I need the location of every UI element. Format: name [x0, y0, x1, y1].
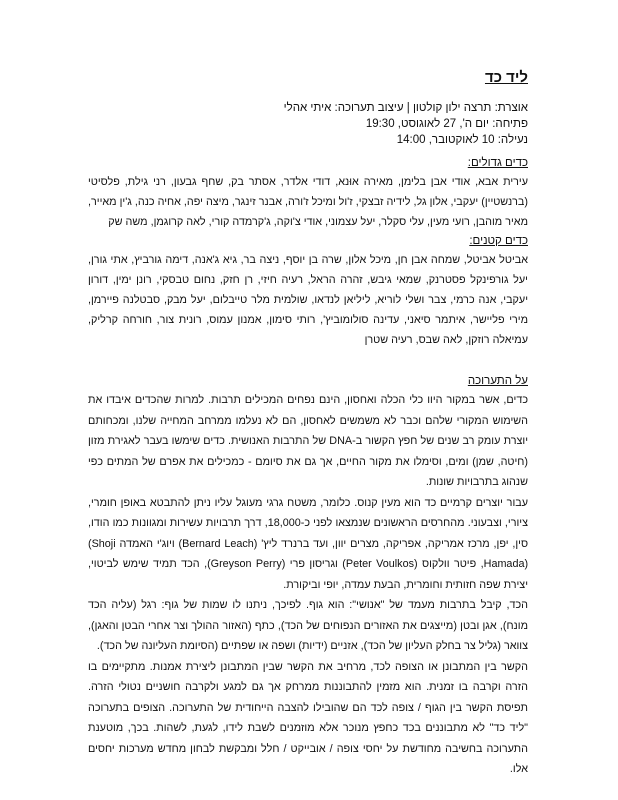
p2-text-b: ויוג'י האמדה	[119, 537, 175, 550]
document-title: ליד כד	[484, 69, 528, 86]
about-heading: על התערוכה	[467, 375, 528, 387]
about-paragraph-3: הכד, קיבל בתרבות מעמד של "אנושי": הוא גוף. לפיכך, ניתנו לו שמות של גוף: רגל (עליה הכד מונח), אגן ובטן (מייצגים את האזורים הנפוחים של הכד), כתף (האזור ההולך וצר אחרי הבטן והאגן), צוואר (גליל צר בחלק העליון של הכד), אזניים (ידיות) ושפה או שפתיים (הסיומת העליונה של הכד).	[88, 599, 528, 652]
p2-text-d: וגריסון פרי	[289, 558, 338, 570]
about-paragraph-1: כדים, אשר במקור היוו כלי הכלה ואחסון, הינם נפחים המכילים תרבות. למרות שהכדים איבדו את השימוש המקורי שלהם וכבר לא משמשים לאחסון, הם לא נעלמו ממרחב המחייה שלנו, ומכחותם יוצרת עומק רב שנים של חפץ הקשור ב-DNA של התרבות האנושית. כדים שימשו בעבר לאגירת מזון (חיטה, שמן) ומים, וסימלו את מקור החיים, אך גם את סיומם - כמכילים את אפרם של המתים כפי שנהוג בתרבויות שונות.	[88, 394, 528, 488]
shoji-hamada-name: (Shoji Hamada)	[88, 537, 529, 570]
bernard-leach-name: (Bernard Leach)	[178, 537, 258, 550]
p2-text-a: עבור יוצרים קרמיים כד הוא מעין קנוס. כלומר, משטח גרגי מעוגל עליו ניתן להתבטא באופן חומרי, ציורי, וצבעוני. מהחרסים הראשונים שנמצאו לפני כ-18,000, דרך תרבויות עשירות ומגוונות כמו הודו, סין, יפן, מרכז אמריקה, אפריקה, מצרים יוון, ועד ברנרד ליץ'	[88, 496, 529, 550]
document-content	[88, 68, 528, 780]
p2-text-c: , פיטר וולקוס	[422, 558, 484, 570]
peter-voulkos-name: (Peter Voulkos)	[342, 558, 418, 570]
greyson-perry-name: (Greyson Perry)	[207, 558, 286, 570]
opening-line: פתיחה: יום ה', 27 לאוגוסט, 19:30	[365, 118, 528, 130]
about-paragraph-2	[88, 493, 528, 596]
curator-line: אוצרת: תרצה ילון קולטון | עיצוב תערוכה: איתי אהלי	[283, 102, 528, 114]
large-vessels-heading: כדים גדולים:	[467, 157, 528, 169]
p2-text-e: , הכד תמיד שימש לביטוי, יצירת שפה חזותית וחומרית, הבעת עמדה, יופי וביקורת.	[88, 558, 528, 591]
about-paragraph-4: הקשר בין המתבונן או הצופה לכד, מרחיב את הקשר שבין המתבונן ליצירת אמנות. מתקיימים בו הזרה וקרבה בו זמנית. הוא מזמין להתבוננות ממרחק אך גם למגע ולקרבה חושניים נטולי הזרה. תפיסת הקשר בין הגוף / צופה לכד הם שהובילו להצבה הייחודית של התערוכה. הצופים בתערוכה "ליד כד" לא מתבוננים בכד כחפץ מנוכר אלא מוזמנים לשבת לידו, לגעת, לשהות. בכך, מוטענת התערוכה בחשיבה מחודשת על יחסי צופה / אובייקט / חלל ומבקשת לבחון מחדש מערכות יחסים אלו.	[88, 660, 528, 775]
small-vessels-names: אביטל אביטל, שמחה אבן חן, מיכל אלון, שרה בן יוסף, ניצה בר, גיא ג'אנה, דימה גורביץ, אתי גורן, יעל גורפינקל פסטרנק, שמאי גיבש, זהרה הראל, רעיה חיזי, רן חזק, נחום טבסקי, רונן ימין, דורון יעקבי, אנה כרמי, צבר ושלי לוריא, ליליאן לנדאו, שולמית מלר טייבלום, יעל מבק, סבטלנה פיירמן, מירי פליישר, איתמר סיאני, עדינה סולומוביץ', רותי סימון, אמנון עמוס, רונית צור, חורחה קרליק, עמיאלה רוזקן, לאה שבס, רעיה שטרן	[88, 254, 528, 346]
small-vessels-heading: כדים קטנים:	[469, 235, 528, 247]
large-vessels-names: עירית אבא, אודי אבן בלימן, מאירה אוּנא, דודי אלדר, אסתר בק, שחף גבעון, רני גילת, פלסיטי (ברנשטיין) יעקבי, אלון גל, לידיה זבצקי, ז'ול ומיכל ז'ורה, אבנר זינגר, מיצה יפה, אחיה כנה, ג'ין מאייר, מאיר מוהבן, רועי מעין, עלי סקלר, יעל עצמוני, אודי צ'וקה, ג'קרמדה קורי, לאה קרוגמן, משה שק	[88, 176, 528, 228]
closing-line: נעילה: 10 לאוקטובר, 14:00	[396, 134, 528, 146]
